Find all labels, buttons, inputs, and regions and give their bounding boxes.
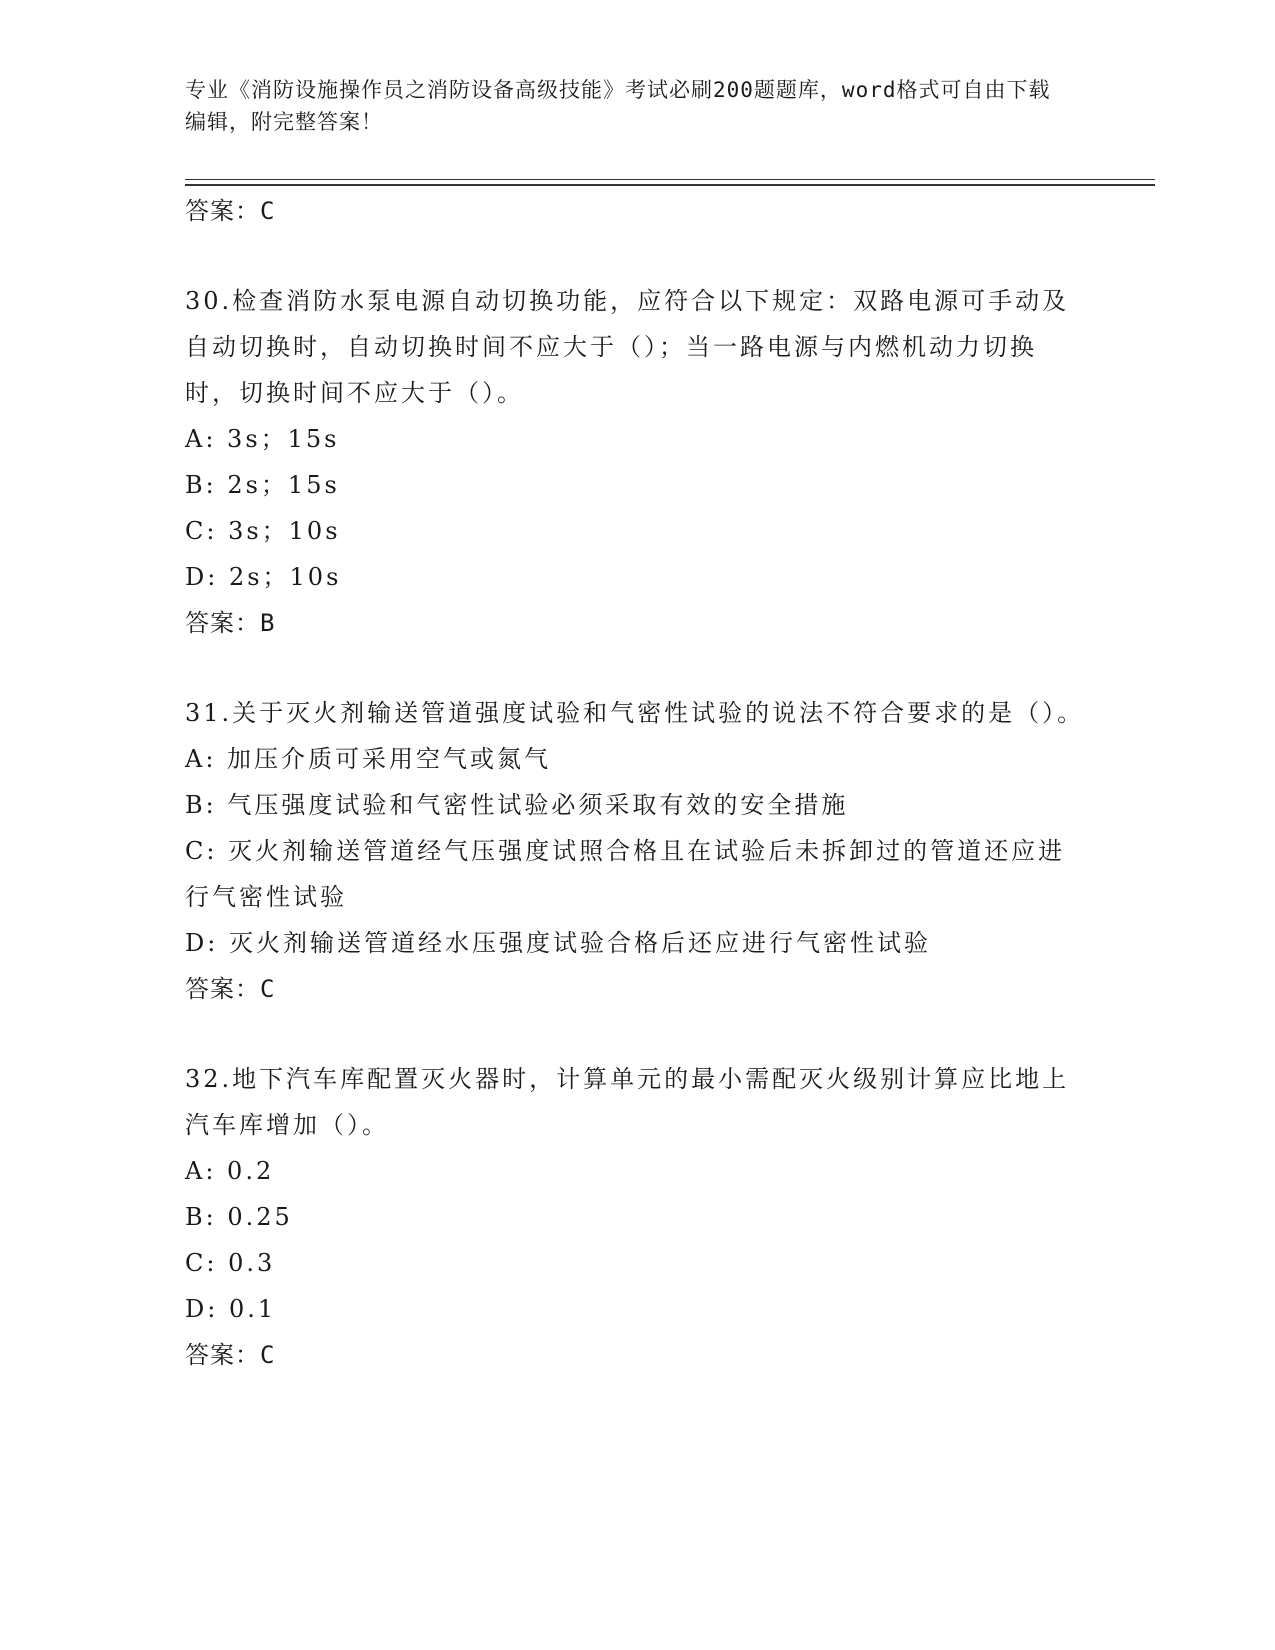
document-body — [185, 188, 1085, 1378]
header-rule-thick — [185, 184, 1155, 186]
question-stem: 32.地下汽车库配置灭火器时，计算单元的最小需配灭火级别计算应比地上汽车库增加（）。 — [185, 1065, 1070, 1139]
option-b: B: 0.25 — [185, 1203, 293, 1231]
question-31 — [185, 690, 1085, 1012]
option-c: C: 灭火剂输送管道经气压强度试照合格且在试验后未拆卸过的管道还应进行气密性试验 — [185, 837, 1066, 911]
option-d: D: 0.1 — [185, 1295, 277, 1323]
option-d: D: 灭火剂输送管道经水压强度试验合格后还应进行气密性试验 — [185, 929, 931, 957]
option-a: A: 0.2 — [185, 1157, 275, 1185]
answer-line: 答案：C — [185, 197, 276, 225]
question-stem: 30.检查消防水泵电源自动切换功能，应符合以下规定：双路电源可手动及自动切换时，自动切换时间不应大于（）；当一路电源与内燃机动力切换时，切换时间不应大于（）。 — [185, 287, 1070, 407]
option-b: B: 气压强度试验和气密性试验必须采取有效的安全措施 — [185, 791, 849, 819]
answer-line: 答案：C — [185, 975, 276, 1003]
answer-line: 答案：C — [185, 1341, 276, 1369]
option-a: A: 3s；15s — [185, 425, 340, 453]
option-b: B: 2s；15s — [185, 471, 340, 499]
question-32 — [185, 1056, 1085, 1378]
option-c: C: 3s；10s — [185, 517, 341, 545]
header-text: 专业《消防设施操作员之消防设备高级技能》考试必刷200题题库，word格式可自由下载编辑，附完整答案！ — [185, 78, 1051, 134]
answer-line: 答案：B — [185, 609, 276, 637]
question-30 — [185, 278, 1085, 646]
option-d: D: 2s；10s — [185, 563, 342, 591]
option-c: C: 0.3 — [185, 1249, 276, 1277]
header-rule-thin — [185, 179, 1155, 180]
option-a: A: 加压介质可采用空气或氮气 — [185, 745, 552, 773]
document-header — [185, 74, 1065, 138]
question-stem: 31.关于灭火剂输送管道强度试验和气密性试验的说法不符合要求的是（）。 — [185, 699, 1085, 727]
